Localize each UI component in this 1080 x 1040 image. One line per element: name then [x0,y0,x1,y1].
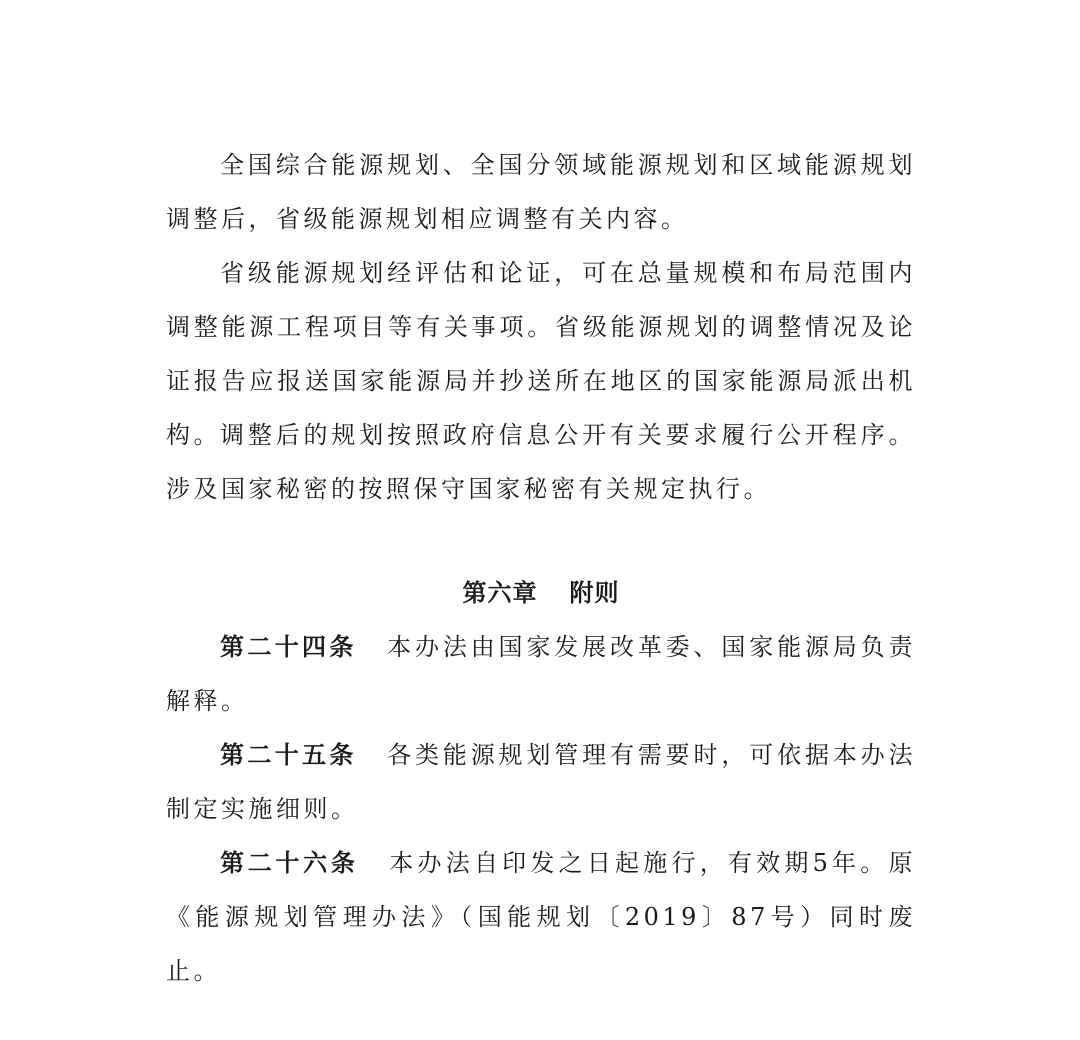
article-text: 本办法自印发之日起施行，有效期5年。原《能源规划管理办法》（国能规划〔2019〕87号）同时废止。 [166,849,916,985]
paragraph-disclosure: 调整后的规划按照政府信息公开有关要求履行公开程序。涉及国家秘密的按照保守国家秘密有关规定执行。 [166,421,916,503]
article-label: 第二十六条 [220,849,359,877]
article-text: 本办法由国家发展改革委、国家能源局负责解释。 [166,633,917,715]
article-26 [166,836,916,998]
paragraph-provincial-adjustment: 全国综合能源规划、全国分领域能源规划和区域能源规划调整后，省级能源规划相应调整有关内容。 [166,151,916,233]
chapter-title: 附则 [569,579,620,607]
article-label: 第二十四条 [220,633,357,661]
article-text: 各类能源规划管理有需要时，可依据本办法制定实施细则。 [166,741,917,823]
chapter-heading [166,566,916,620]
article-25 [166,728,916,836]
article-24 [166,620,916,728]
paragraph-evaluation: 省级能源规划经评估和论证，可在总量规模和布局范围内调整能源工程项目等有关事项。省级能源规划的调整情况及论证报告应报送国家能源局并抄送所在地区的国家能源局派出机构。 [166,259,916,449]
chapter-number: 第六章 [462,579,538,607]
article-label: 第二十五条 [220,741,357,769]
